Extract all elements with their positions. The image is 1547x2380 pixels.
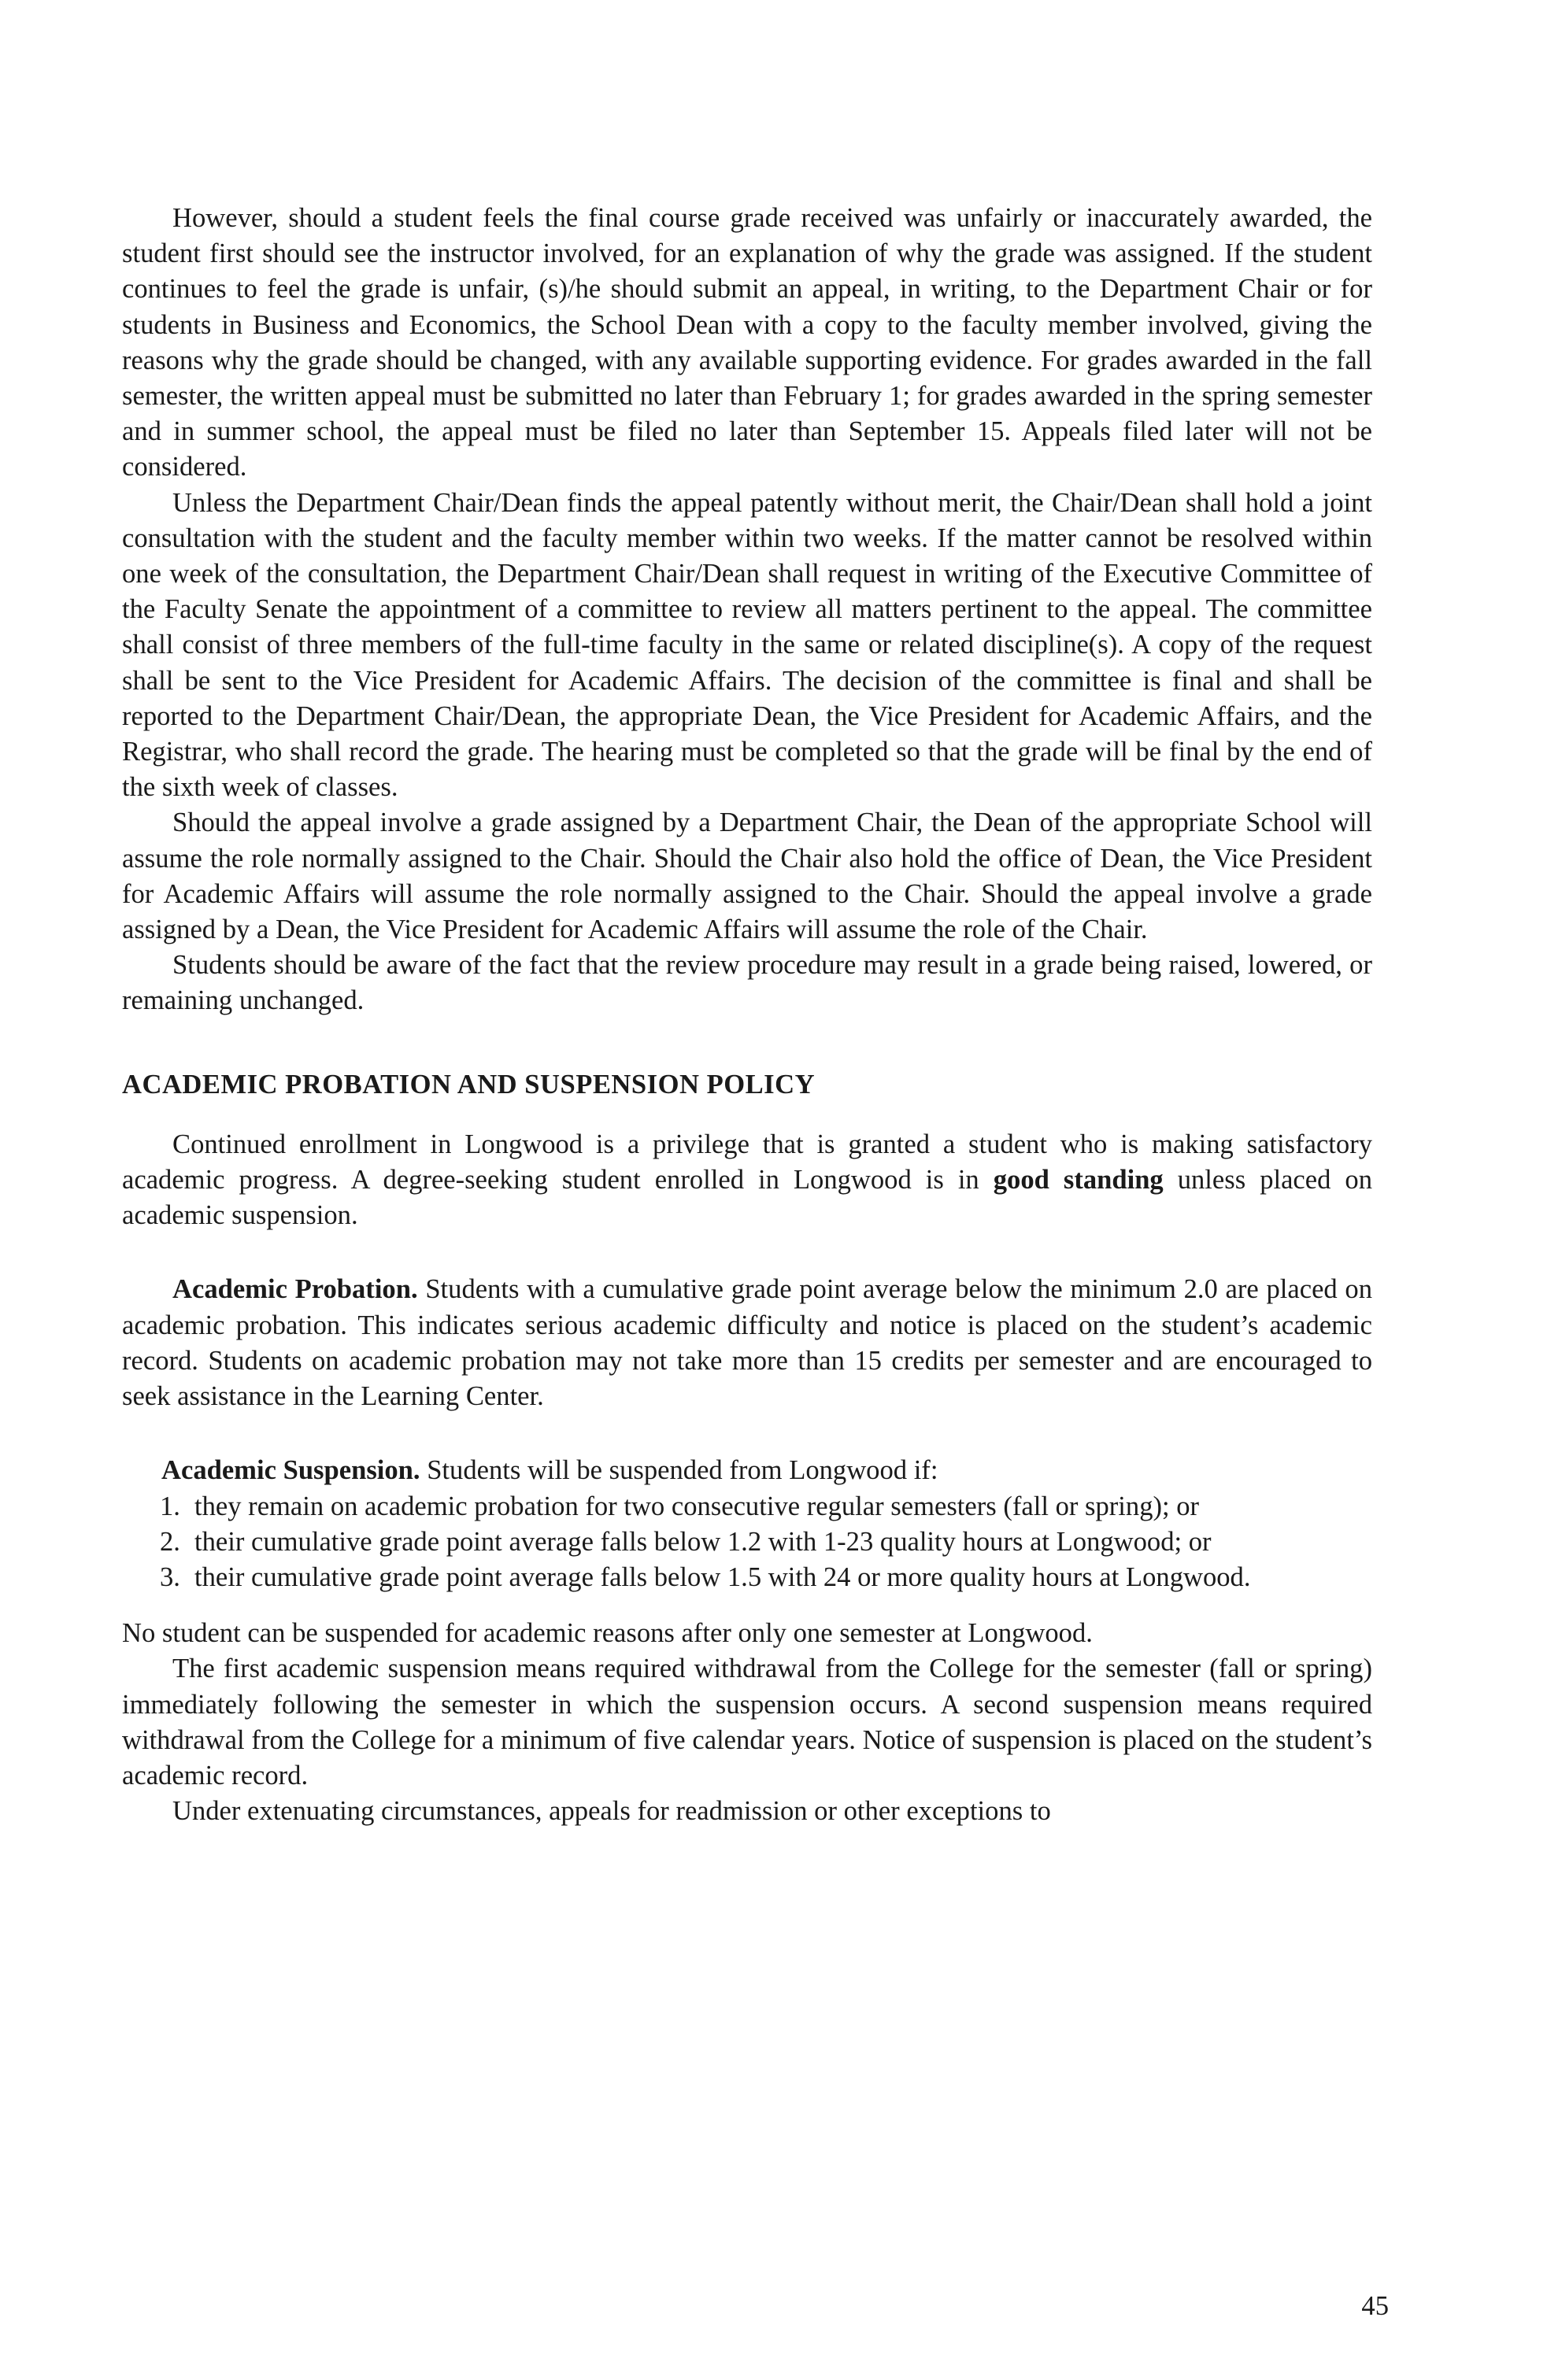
list-item-text: their cumulative grade point average falls below 1.5 with 24 or more quality hours at Longwood.: [194, 1561, 1251, 1592]
suspension-paragraph: [122, 1453, 1372, 1488]
list-item: [122, 1524, 1372, 1560]
probation-text: Students with a cumulative grade point average below the minimum 2.0 are placed on academic probation. This indicates serious academic difficulty and notice is placed on the student’s academic record. Students on academic probation may not take more than 15 credits per semester and are encouraged to seek assistance in the Learning Center.: [122, 1274, 1373, 1412]
review-outcome-paragraph: Students should be aware of the fact that the review procedure may result in a grade being raised, lowered, or remaining unchanged.: [122, 950, 1372, 1016]
page-number: 45: [1361, 2291, 1389, 2321]
good-standing-term: good standing: [993, 1165, 1164, 1196]
intro-text-after: unless placed on academic suspension.: [122, 1165, 1373, 1231]
list-item-text: they remain on academic probation for two consecutive regular semesters (fall or spring); or: [194, 1491, 1200, 1521]
list-number: 2.: [160, 1526, 180, 1557]
suspension-run-in-heading: Academic Suspension.: [161, 1455, 420, 1486]
list-number: 3.: [160, 1561, 180, 1592]
enrollment-intro-paragraph: [122, 1127, 1372, 1234]
grade-appeal-paragraph: However, should a student feels the final course grade received was unfairly or inaccurately awarded, the student first should see the instructor involved, for an explanation of why the grade was assigned. If the student continues to feel the grade is unfair, (s)/he should submit an appeal, in writing, to the Department Chair or for students in Business and Economics, the School Dean with a copy to the faculty member involved, giving the reasons why the grade should be changed, with any available supporting evidence. For grades awarded in the fall semester, the written appeal must be submitted no later than February 1; for grades awarded in the spring semester and in summer school, the appeal must be filed no later than September 15. Appeals filed later will not be considered.: [122, 203, 1372, 482]
list-number: 1.: [160, 1491, 180, 1521]
list-item: [122, 1560, 1372, 1595]
intro-text-before: Continued enrollment in Longwood is a privilege that is granted a student who is making satisfactory academic progress. A degree-seeking student enrolled in Longwood is in: [122, 1129, 1372, 1196]
list-item: [122, 1489, 1372, 1524]
probation-run-in-heading: Academic Probation.: [172, 1274, 418, 1305]
consultation-paragraph: Unless the Department Chair/Dean finds the appeal patently without merit, the Chair/Dean shall hold a joint consultation with the student and the faculty member within two weeks. If the matter cannot be resolved within one week of the consultation, the Department Chair/Dean shall request in writing of the Executive Committee of the Faculty Senate the appointment of a committee to review all matters pertinent to the appeal. The committee shall consist of three members of the full-time faculty in the same or related discipline(s). A copy of the request shall be sent to the Vice President for Academic Affairs. The decision of the committee is final and shall be reported to the Department Chair/Dean, the appropriate Dean, the Vice President for Academic Affairs, and the Registrar, who shall record the grade. The hearing must be completed so that the grade will be final by the end of the sixth week of classes.: [122, 487, 1372, 803]
suspension-lead-text: Students will be suspended from Longwood if:: [420, 1455, 938, 1486]
list-item-text: their cumulative grade point average falls below 1.2 with 1-23 quality hours at Longwood; or: [194, 1526, 1212, 1557]
chair-appeal-paragraph: Should the appeal involve a grade assigned by a Department Chair, the Dean of the appropriate School will assume the role normally assigned to the Chair. Should the Chair also hold the office of Dean, the Vice President for Academic Affairs will assume the role normally assigned to the Chair. Should the appeal involve a grade assigned by a Dean, the Vice President for Academic Affairs will assume the role of the Chair.: [122, 808, 1372, 945]
page-body: [122, 201, 1372, 1829]
section-heading: ACADEMIC PROBATION AND SUSPENSION POLICY: [122, 1069, 816, 1099]
suspension-criteria-list: [122, 1489, 1372, 1596]
probation-paragraph: [122, 1272, 1372, 1414]
one-semester-paragraph: No student can be suspended for academic reasons after only one semester at Longwood.: [122, 1618, 1093, 1649]
extenuating-paragraph: Under extenuating circumstances, appeals for readmission or other exceptions to: [172, 1796, 1051, 1827]
first-suspension-paragraph: The first academic suspension means required withdrawal from the College for the semester (fall or spring) immediately following the semester in which the suspension occurs. A second suspension means required withdrawal from the College for a minimum of five calendar years. Notice of suspension is placed on the student’s academic record.: [122, 1654, 1372, 1791]
